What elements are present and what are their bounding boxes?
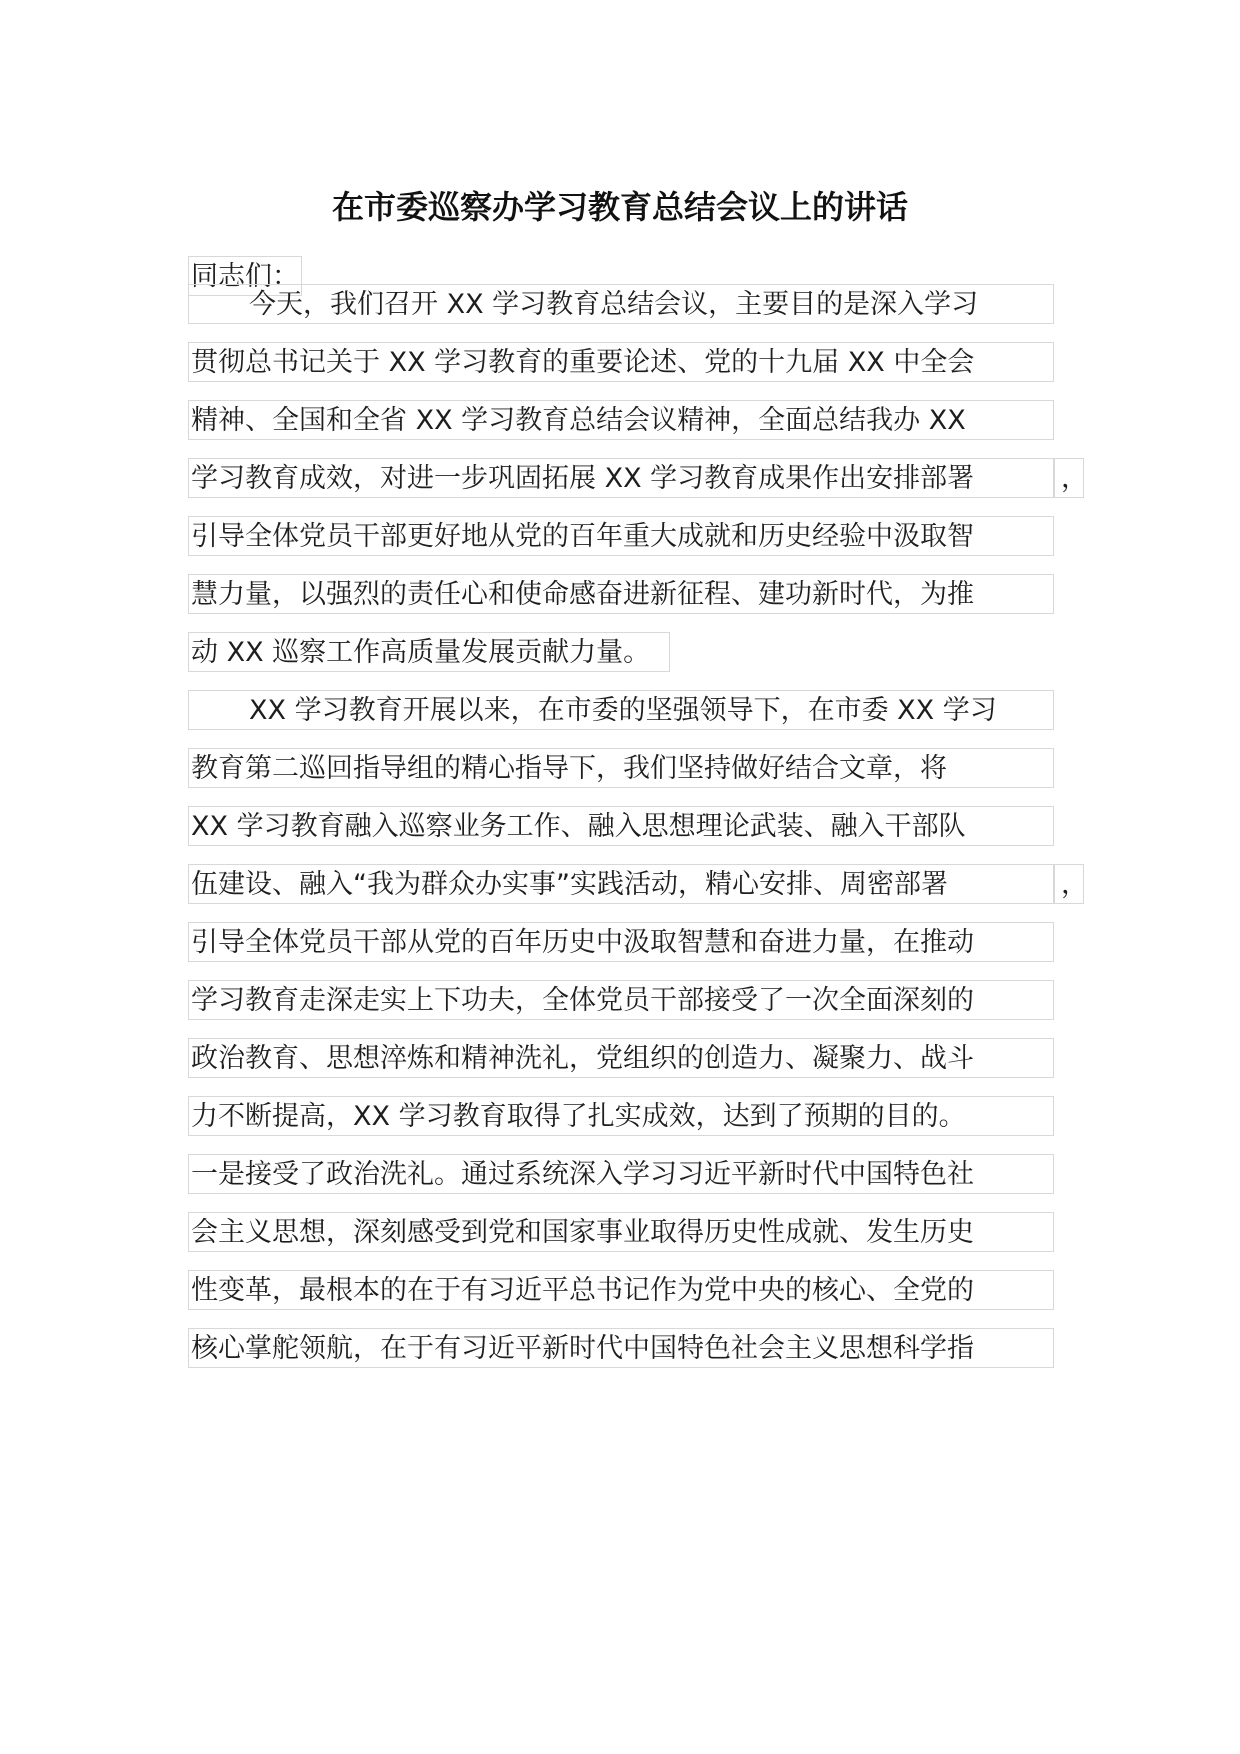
- text-line: 核心掌舵领航，在于有习近平新时代中国特色社会主义思想科学指: [188, 1328, 1054, 1368]
- text-line: 会主义思想，深刻感受到党和国家事业取得历史性成就、发生历史: [188, 1212, 1054, 1252]
- text-line: 学习教育走深走实上下功夫，全体党员干部接受了一次全面深刻的: [188, 980, 1054, 1020]
- text-line: 一是接受了政治洗礼。通过系统深入学习习近平新时代中国特色社: [188, 1154, 1054, 1194]
- text-line: 政治教育、思想淬炼和精神洗礼，党组织的创造力、凝聚力、战斗: [188, 1038, 1054, 1078]
- text-line: 性变革，最根本的在于有习近平总书记作为党中央的核心、全党的: [188, 1270, 1054, 1310]
- text-line: 引导全体党员干部更好地从党的百年重大成就和历史经验中汲取智: [188, 516, 1054, 556]
- text-line: XX 学习教育开展以来，在市委的坚强领导下，在市委 XX 学习: [188, 690, 1054, 730]
- text-line: 动 XX 巡察工作高质量发展贡献力量。: [188, 632, 670, 672]
- document-title: 在市委巡察办学习教育总结会议上的讲话: [331, 188, 908, 226]
- text-line: 今天，我们召开 XX 学习教育总结会议，主要目的是深入学习: [188, 284, 1054, 324]
- text-line: 慧力量，以强烈的责任心和使命感奋进新征程、建功新时代，为推: [188, 574, 1054, 614]
- text-line: 教育第二巡回指导组的精心指导下，我们坚持做好结合文章，将: [188, 748, 1054, 788]
- text-line: 学习教育成效，对进一步巩固拓展 XX 学习教育成果作出安排部署: [188, 458, 1054, 498]
- text-line: XX 学习教育融入巡察业务工作、融入思想理论武装、融入干部队: [188, 806, 1054, 846]
- text-line: 伍建设、融入“我为群众办实事”实践活动，精心安排、周密部署: [188, 864, 1054, 904]
- salutation: 同志们：: [188, 256, 302, 296]
- text-line: 贯彻总书记关于 XX 学习教育的重要论述、党的十九届 XX 中全会: [188, 342, 1054, 382]
- line-tail-mark: ，: [1054, 458, 1084, 498]
- text-line: 精神、全国和全省 XX 学习教育总结会议精神，全面总结我办 XX: [188, 400, 1054, 440]
- text-line: 引导全体党员干部从党的百年历史中汲取智慧和奋进力量，在推动: [188, 922, 1054, 962]
- line-tail-mark: ，: [1054, 864, 1084, 904]
- text-line: 力不断提高，XX 学习教育取得了扎实成效，达到了预期的目的。: [188, 1096, 1054, 1136]
